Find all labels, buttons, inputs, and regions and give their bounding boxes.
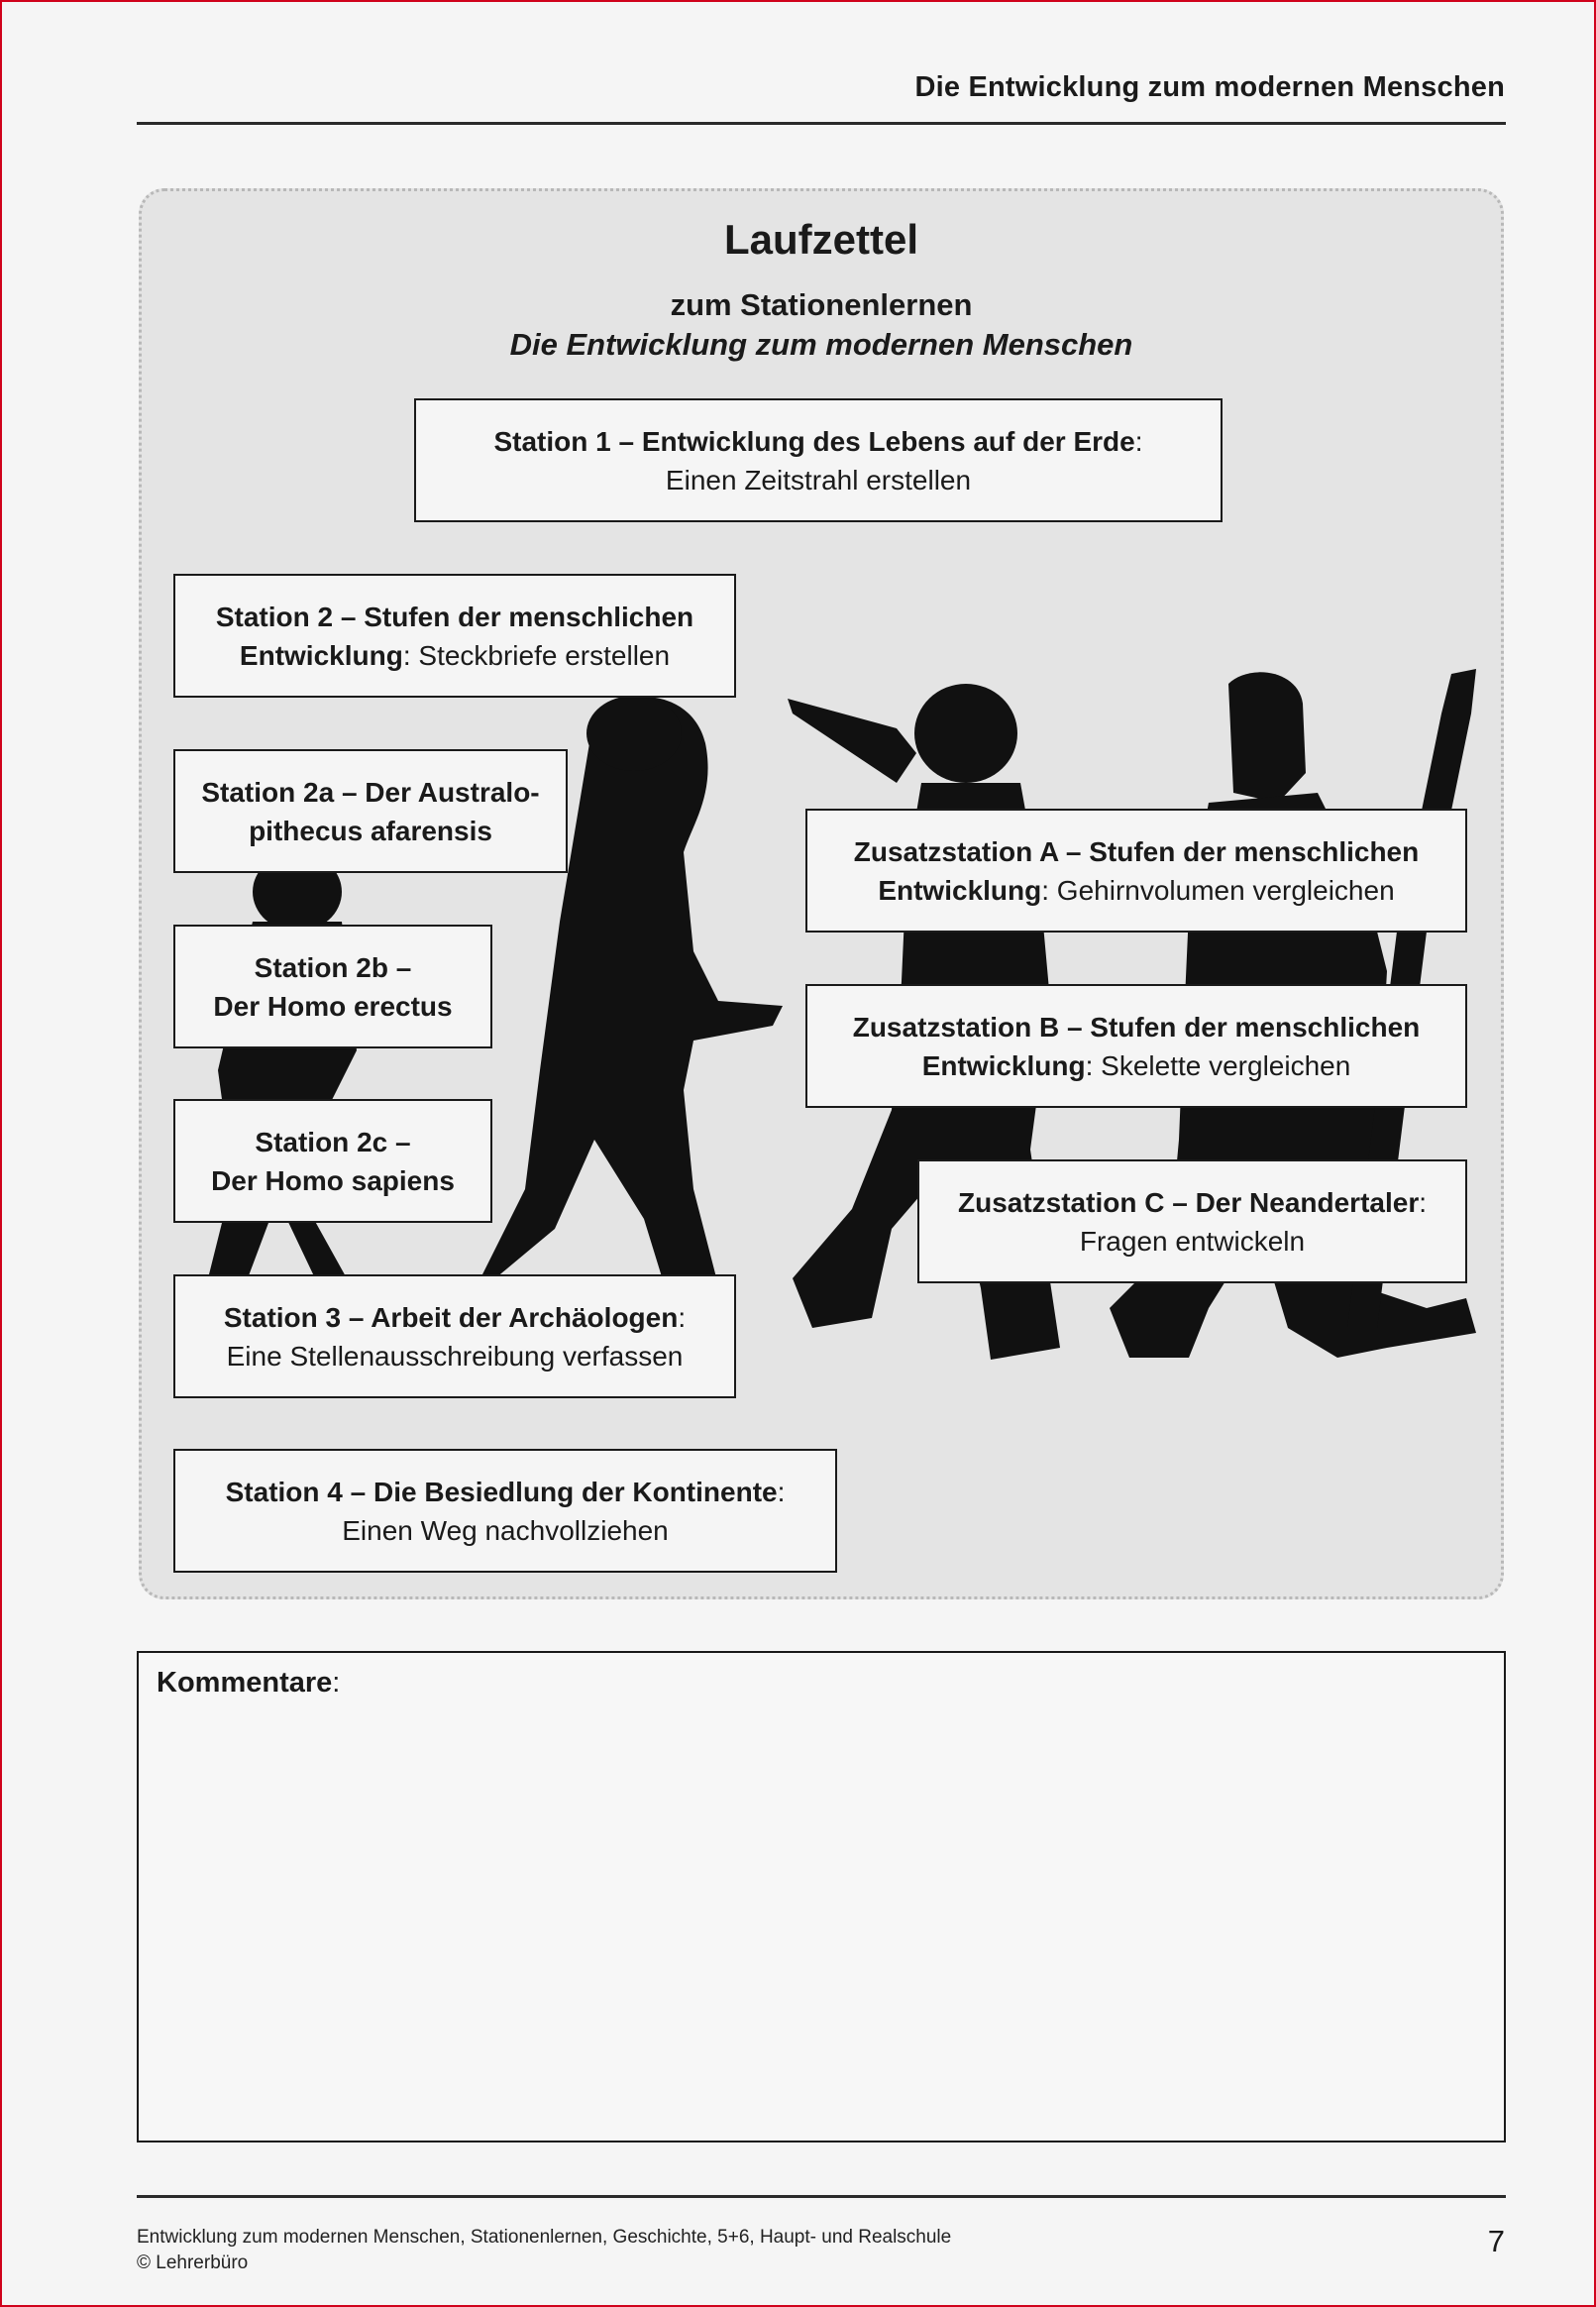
page-number: 7 [1487,2224,1505,2258]
zusatzstation-c-task: Fragen entwickeln [1079,1225,1306,1257]
station-2-box [173,574,736,698]
station-2b-line1: Station 2b – [254,951,412,983]
zusatzstation-b-title: Zusatzstation B – Stufen der menschlichen [852,1011,1421,1043]
station-2b-box [173,925,492,1048]
station-3-box [173,1274,736,1398]
header-title: Die Entwicklung zum modernen Menschen [914,71,1505,103]
zusatzstation-a-task: : Gehirnvolumen vergleichen [1041,874,1395,906]
station-4-title: Station 4 – Die Besiedlung der Kontinente [225,1476,778,1507]
zusatzstation-b-title-cont: Entwicklung [921,1049,1086,1081]
station-3-title: Station 3 – Arbeit der Archäologen [223,1301,679,1333]
zusatzstation-c-colon: : [1419,1186,1428,1218]
station-2a-box [173,749,568,873]
footer-source: Entwicklung zum modernen Menschen, Stationenlernen, Geschichte, 5+6, Haupt- und Realschule [137,2227,952,2248]
station-2c-line2: Der Homo sapiens [211,1164,455,1196]
station-4-task: Einen Weg nachvollziehen [342,1514,669,1546]
zusatzstation-c-title: Zusatzstation C – Der Neandertaler [957,1186,1420,1218]
station-2c-box [173,1099,492,1223]
station-1-box [414,398,1223,522]
zusatzstation-a-box [805,809,1467,933]
zusatzstation-c-box [917,1159,1467,1283]
zusatzstation-a-title-cont: Entwicklung [878,874,1042,906]
station-3-task: Eine Stellenausschreibung verfassen [226,1340,684,1372]
station-2c-line1: Station 2c – [255,1126,411,1157]
station-2-task: : Steckbriefe erstellen [402,639,671,671]
comments-label: Kommentare: [157,1667,341,1699]
station-1-title: Station 1 – Entwicklung des Lebens auf der Erde [493,425,1135,457]
station-2-title-cont: Entwicklung [239,639,403,671]
zusatzstation-b-box [805,984,1467,1108]
panel-title: Laufzettel [723,216,918,263]
station-2b-line2: Der Homo erectus [213,990,453,1022]
zusatzstation-b-task: : Skelette vergleichen [1085,1049,1351,1081]
comments-box[interactable] [137,1651,1506,2142]
station-1-colon: : [1134,425,1143,457]
panel-subtitle: zum Stationenlernen [670,287,973,322]
panel-subtitle-italic: Die Entwicklung zum modernen Menschen [509,327,1133,362]
footer-copyright: © Lehrerbüro [137,2252,249,2273]
station-2a-line2: pithecus afarensis [249,815,492,846]
station-2a-line1: Station 2a – Der Australo- [201,776,540,808]
station-2-title: Station 2 – Stufen der menschlichen [215,601,694,632]
footer-rule [137,2195,1506,2198]
station-4-colon: : [777,1476,786,1507]
station-3-colon: : [678,1301,687,1333]
station-1-task: Einen Zeitstrahl erstellen [665,464,972,495]
station-4-box [173,1449,837,1573]
zusatzstation-a-title: Zusatzstation A – Stufen der menschlichen [853,835,1420,867]
